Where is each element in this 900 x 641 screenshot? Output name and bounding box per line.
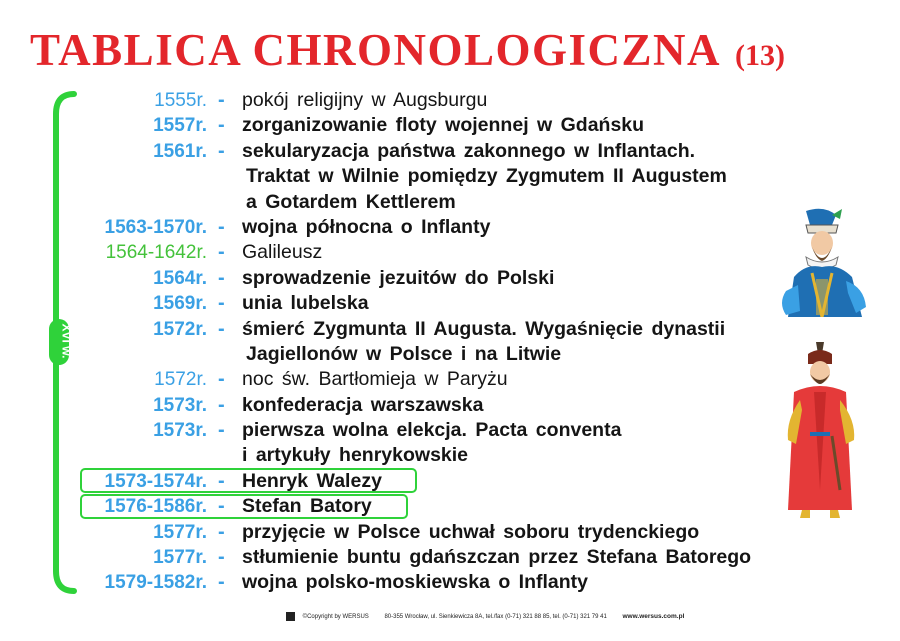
noble-portrait-illustration bbox=[776, 207, 868, 317]
timeline-row bbox=[0, 317, 900, 342]
row-date: 1564r. bbox=[153, 267, 207, 289]
row-dash: - bbox=[218, 292, 225, 315]
timeline-row bbox=[0, 88, 900, 113]
row-event: wojna polsko-moskiewska o Inflanty bbox=[242, 571, 588, 594]
row-event: pokój religijny w Augsburgu bbox=[242, 89, 488, 111]
row-date: 1577r. bbox=[153, 547, 207, 569]
footer-url[interactable]: www.wersus.com.pl bbox=[622, 613, 685, 620]
timeline-row-continuation bbox=[0, 190, 900, 215]
row-date: 1577r. bbox=[153, 521, 207, 543]
row-event-continuation: i artykuły henrykowskie bbox=[242, 444, 469, 467]
row-date: 1557r. bbox=[153, 115, 207, 137]
row-date: 1572r. bbox=[153, 318, 207, 340]
row-event: Henryk Walezy bbox=[242, 469, 382, 492]
title-number: (13) bbox=[735, 39, 785, 72]
row-dash: - bbox=[218, 469, 225, 492]
publisher-logo-icon bbox=[286, 612, 295, 621]
row-dash: - bbox=[218, 520, 225, 543]
row-dash: - bbox=[218, 317, 225, 340]
timeline-row bbox=[0, 113, 900, 138]
row-dash: - bbox=[218, 89, 225, 111]
row-dash: - bbox=[218, 393, 225, 416]
century-label: XVI w. bbox=[59, 323, 74, 359]
nobleman-in-red-illustration bbox=[780, 340, 862, 520]
timeline bbox=[0, 88, 900, 596]
timeline-row-continuation bbox=[0, 443, 900, 468]
timeline-row bbox=[0, 393, 900, 418]
row-dash: - bbox=[218, 368, 225, 391]
timeline-row-continuation bbox=[0, 342, 900, 367]
timeline-row bbox=[0, 139, 900, 164]
footer bbox=[286, 612, 698, 626]
timeline-row-continuation bbox=[0, 164, 900, 189]
row-date: 1561r. bbox=[153, 140, 207, 162]
row-dash: - bbox=[218, 215, 225, 238]
row-date: 1555r. bbox=[154, 90, 207, 111]
timeline-row bbox=[0, 570, 900, 595]
row-event: wojna północna o Inflanty bbox=[242, 215, 491, 238]
row-event-continuation: a Gotardem Kettlerem bbox=[246, 190, 456, 213]
footer-address: 80-355 Wrocław, ul. Sienkiewicza 8A, tel./fax (0-71) 321 88 85, tel. (0-71) 321 79 41 bbox=[384, 613, 607, 620]
row-event: zorganizowanie floty wojennej w Gdańsku bbox=[242, 114, 645, 137]
timeline-row bbox=[0, 418, 900, 443]
row-dash: - bbox=[218, 114, 225, 137]
row-date: 1569r. bbox=[153, 293, 207, 315]
row-event: przyjęcie w Polsce uchwał soboru trydenckiego bbox=[242, 520, 700, 543]
row-date: 1576-1586r. bbox=[104, 496, 207, 518]
row-event: noc św. Bartłomieja w Paryżu bbox=[242, 368, 508, 391]
row-dash: - bbox=[218, 495, 225, 518]
row-dash: - bbox=[218, 266, 225, 289]
timeline-row bbox=[0, 266, 900, 291]
row-date: 1572r. bbox=[154, 369, 207, 391]
row-event: stłumienie buntu gdańszczan przez Stefana Batorego bbox=[242, 546, 752, 569]
row-event: śmierć Zygmunta II Augusta. Wygaśnięcie dynastii bbox=[242, 317, 726, 340]
timeline-row bbox=[0, 367, 900, 392]
row-event: unia lubelska bbox=[242, 292, 369, 315]
timeline-row bbox=[0, 291, 900, 316]
footer-copyright: ©Copyright by WERSUS bbox=[302, 613, 369, 620]
row-dash: - bbox=[218, 241, 225, 264]
timeline-row bbox=[0, 215, 900, 240]
row-event-continuation: Jagiellonów w Polsce i na Litwie bbox=[246, 342, 562, 365]
row-event: Galileusz bbox=[242, 241, 323, 264]
row-date: 1563-1570r. bbox=[104, 216, 207, 238]
row-event: sprowadzenie jezuitów do Polski bbox=[242, 266, 555, 289]
row-event: sekularyzacja państwa zakonnego w Inflantach. bbox=[242, 139, 696, 162]
timeline-row bbox=[0, 240, 900, 265]
row-date: 1573r. bbox=[153, 394, 207, 416]
timeline-row bbox=[0, 520, 900, 545]
row-date: 1564-1642r. bbox=[105, 242, 207, 264]
row-dash: - bbox=[218, 546, 225, 569]
highlight-box-henryk-walezy bbox=[80, 468, 417, 493]
row-dash: - bbox=[218, 139, 225, 162]
row-dash: - bbox=[218, 419, 225, 442]
page-title bbox=[30, 24, 785, 76]
row-date: 1573r. bbox=[153, 420, 207, 442]
timeline-row bbox=[0, 545, 900, 570]
row-date: 1579-1582r. bbox=[104, 572, 207, 594]
row-event: konfederacja warszawska bbox=[242, 393, 484, 416]
highlight-box-stefan-batory bbox=[80, 494, 408, 519]
row-event: pierwsza wolna elekcja. Pacta conventa bbox=[242, 419, 622, 442]
row-event-continuation: Traktat w Wilnie pomiędzy Zygmutem II Augustem bbox=[246, 165, 727, 188]
row-date: 1573-1574r. bbox=[104, 470, 207, 492]
row-dash: - bbox=[218, 571, 225, 594]
row-event: Stefan Batory bbox=[242, 495, 372, 518]
title-text: TABLICA CHRONOLOGICZNA bbox=[30, 25, 722, 75]
